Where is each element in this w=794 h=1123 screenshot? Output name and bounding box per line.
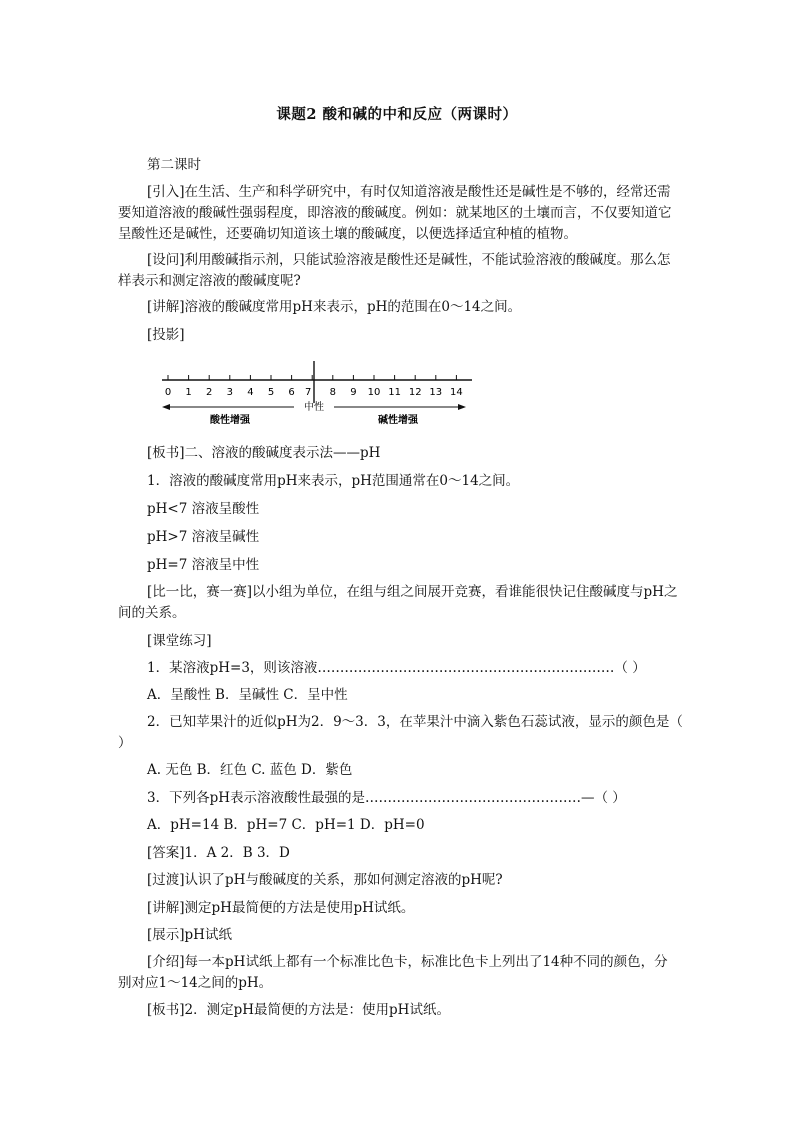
paragraph-line: [比一比，赛一赛]以小组为单位，在组与组之间展开竞赛，看谁能很快记住酸碱度与pH之: [147, 584, 678, 600]
paragraph-line: [引入]在生活、生产和科学研究中，有时仅知道溶液是酸性还是碱性是不够的，经常还需: [147, 184, 671, 200]
exercise-question: 3．下列各pH表示溶液酸性最强的是…………………………………………—（ ）: [147, 790, 626, 806]
ph-tick-label: 2: [206, 387, 213, 398]
paragraph-line: 1．溶液的酸碱度常用pH来表示，pH范围通常在0～14之间。: [147, 473, 520, 489]
exercise-options: A．pH=14 B．pH=7 C．pH=1 D．pH=0: [147, 817, 425, 833]
paragraph-line: [课堂练习]: [147, 633, 212, 649]
page-title: 课题2 酸和碱的中和反应（两课时）: [276, 106, 518, 123]
paragraph-line: [投影]: [147, 327, 185, 343]
paragraph-line: 要知道溶液的酸碱性强弱程度，即溶液的酸碱度。例如：就某地区的土壤而言，不仅要知道它: [118, 205, 672, 221]
paragraph-line: 呈酸性还是碱性，还要确切知道该土壤的酸碱度，以便选择适宜种植的植物。: [118, 226, 577, 242]
ph-tick-label: 1: [185, 387, 192, 398]
paragraph-line: 样表示和测定溶液的酸碱度呢?: [118, 273, 301, 289]
exercise-options: A. 无色 B．红色 C. 蓝色 D．紫色: [147, 762, 353, 778]
exercise-question: 1．某溶液pH=3，则该溶液…………………………………………………………（ ）: [147, 660, 646, 676]
ph-tick-label: 0: [164, 387, 172, 398]
ph-tick-label: 10: [367, 387, 381, 398]
paragraph-line: [板书]二、溶液的酸碱度表示法——pH: [147, 445, 381, 461]
ph-scale-diagram: [160, 358, 476, 428]
ph-tick-label: 13: [429, 387, 443, 398]
ph-tick-label: 3: [226, 387, 233, 398]
paragraph-line: [板书]2．测定pH最简便的方法是：使用pH试纸。: [147, 1002, 450, 1018]
paragraph-line: [讲解]测定pH最简便的方法是使用pH试纸。: [147, 900, 415, 916]
section-heading: 第二课时: [147, 157, 201, 173]
ph-tick-label: 9: [350, 387, 357, 398]
ph-tick-label: 7: [305, 387, 312, 398]
base-label: 碱性增强: [378, 415, 418, 426]
ph-tick-label: 5: [267, 387, 275, 398]
paragraph-line: [展示]pH试纸: [147, 927, 232, 943]
paragraph-line: [过渡]认识了pH与酸碱度的关系，那如何测定溶液的pH呢?: [147, 872, 503, 888]
ph-tick-label: 11: [388, 387, 401, 398]
paragraph-line: [讲解]溶液的酸碱度常用pH来表示，pH的范围在0～14之间。: [147, 299, 522, 315]
paragraph-line: pH=7 溶液呈中性: [147, 557, 260, 573]
paragraph-line: pH<7 溶液呈酸性: [147, 501, 260, 517]
exercise-options: A．呈酸性 B．呈碱性 C．呈中性: [147, 687, 348, 703]
acid-arrow-head: [162, 404, 170, 410]
ph-tick-label: 12: [408, 387, 422, 398]
answer-line: [答案]1．A 2．B 3．D: [147, 845, 290, 861]
ph-tick-label: 6: [288, 387, 295, 398]
base-arrow-head: [458, 404, 466, 410]
neutral-label: 中性: [304, 402, 324, 413]
paragraph-line: 间的关系。: [118, 605, 186, 621]
exercise-question: ）: [118, 735, 132, 751]
paragraph-line: 别对应1～14之间的pH。: [118, 975, 273, 991]
paragraph-line: pH>7 溶液呈碱性: [147, 529, 260, 545]
exercise-question: 2．已知苹果汁的近似pH为2．9～3．3，在苹果汁中滴入紫色石蕊试液，显示的颜色是（: [147, 714, 683, 730]
paragraph-line: [设问]利用酸碱指示剂，只能试验溶液是酸性还是碱性，不能试验溶液的酸碱度。那么怎: [147, 252, 671, 268]
ph-tick-label: 4: [247, 387, 254, 398]
ph-tick-label: 8: [329, 387, 336, 398]
ph-tick-label: 14: [450, 387, 463, 398]
acid-label: 酸性增强: [210, 415, 250, 426]
paragraph-line: [介绍]每一本pH试纸上都有一个标准比色卡，标准比色卡上列出了14种不同的颜色，分: [147, 954, 668, 970]
